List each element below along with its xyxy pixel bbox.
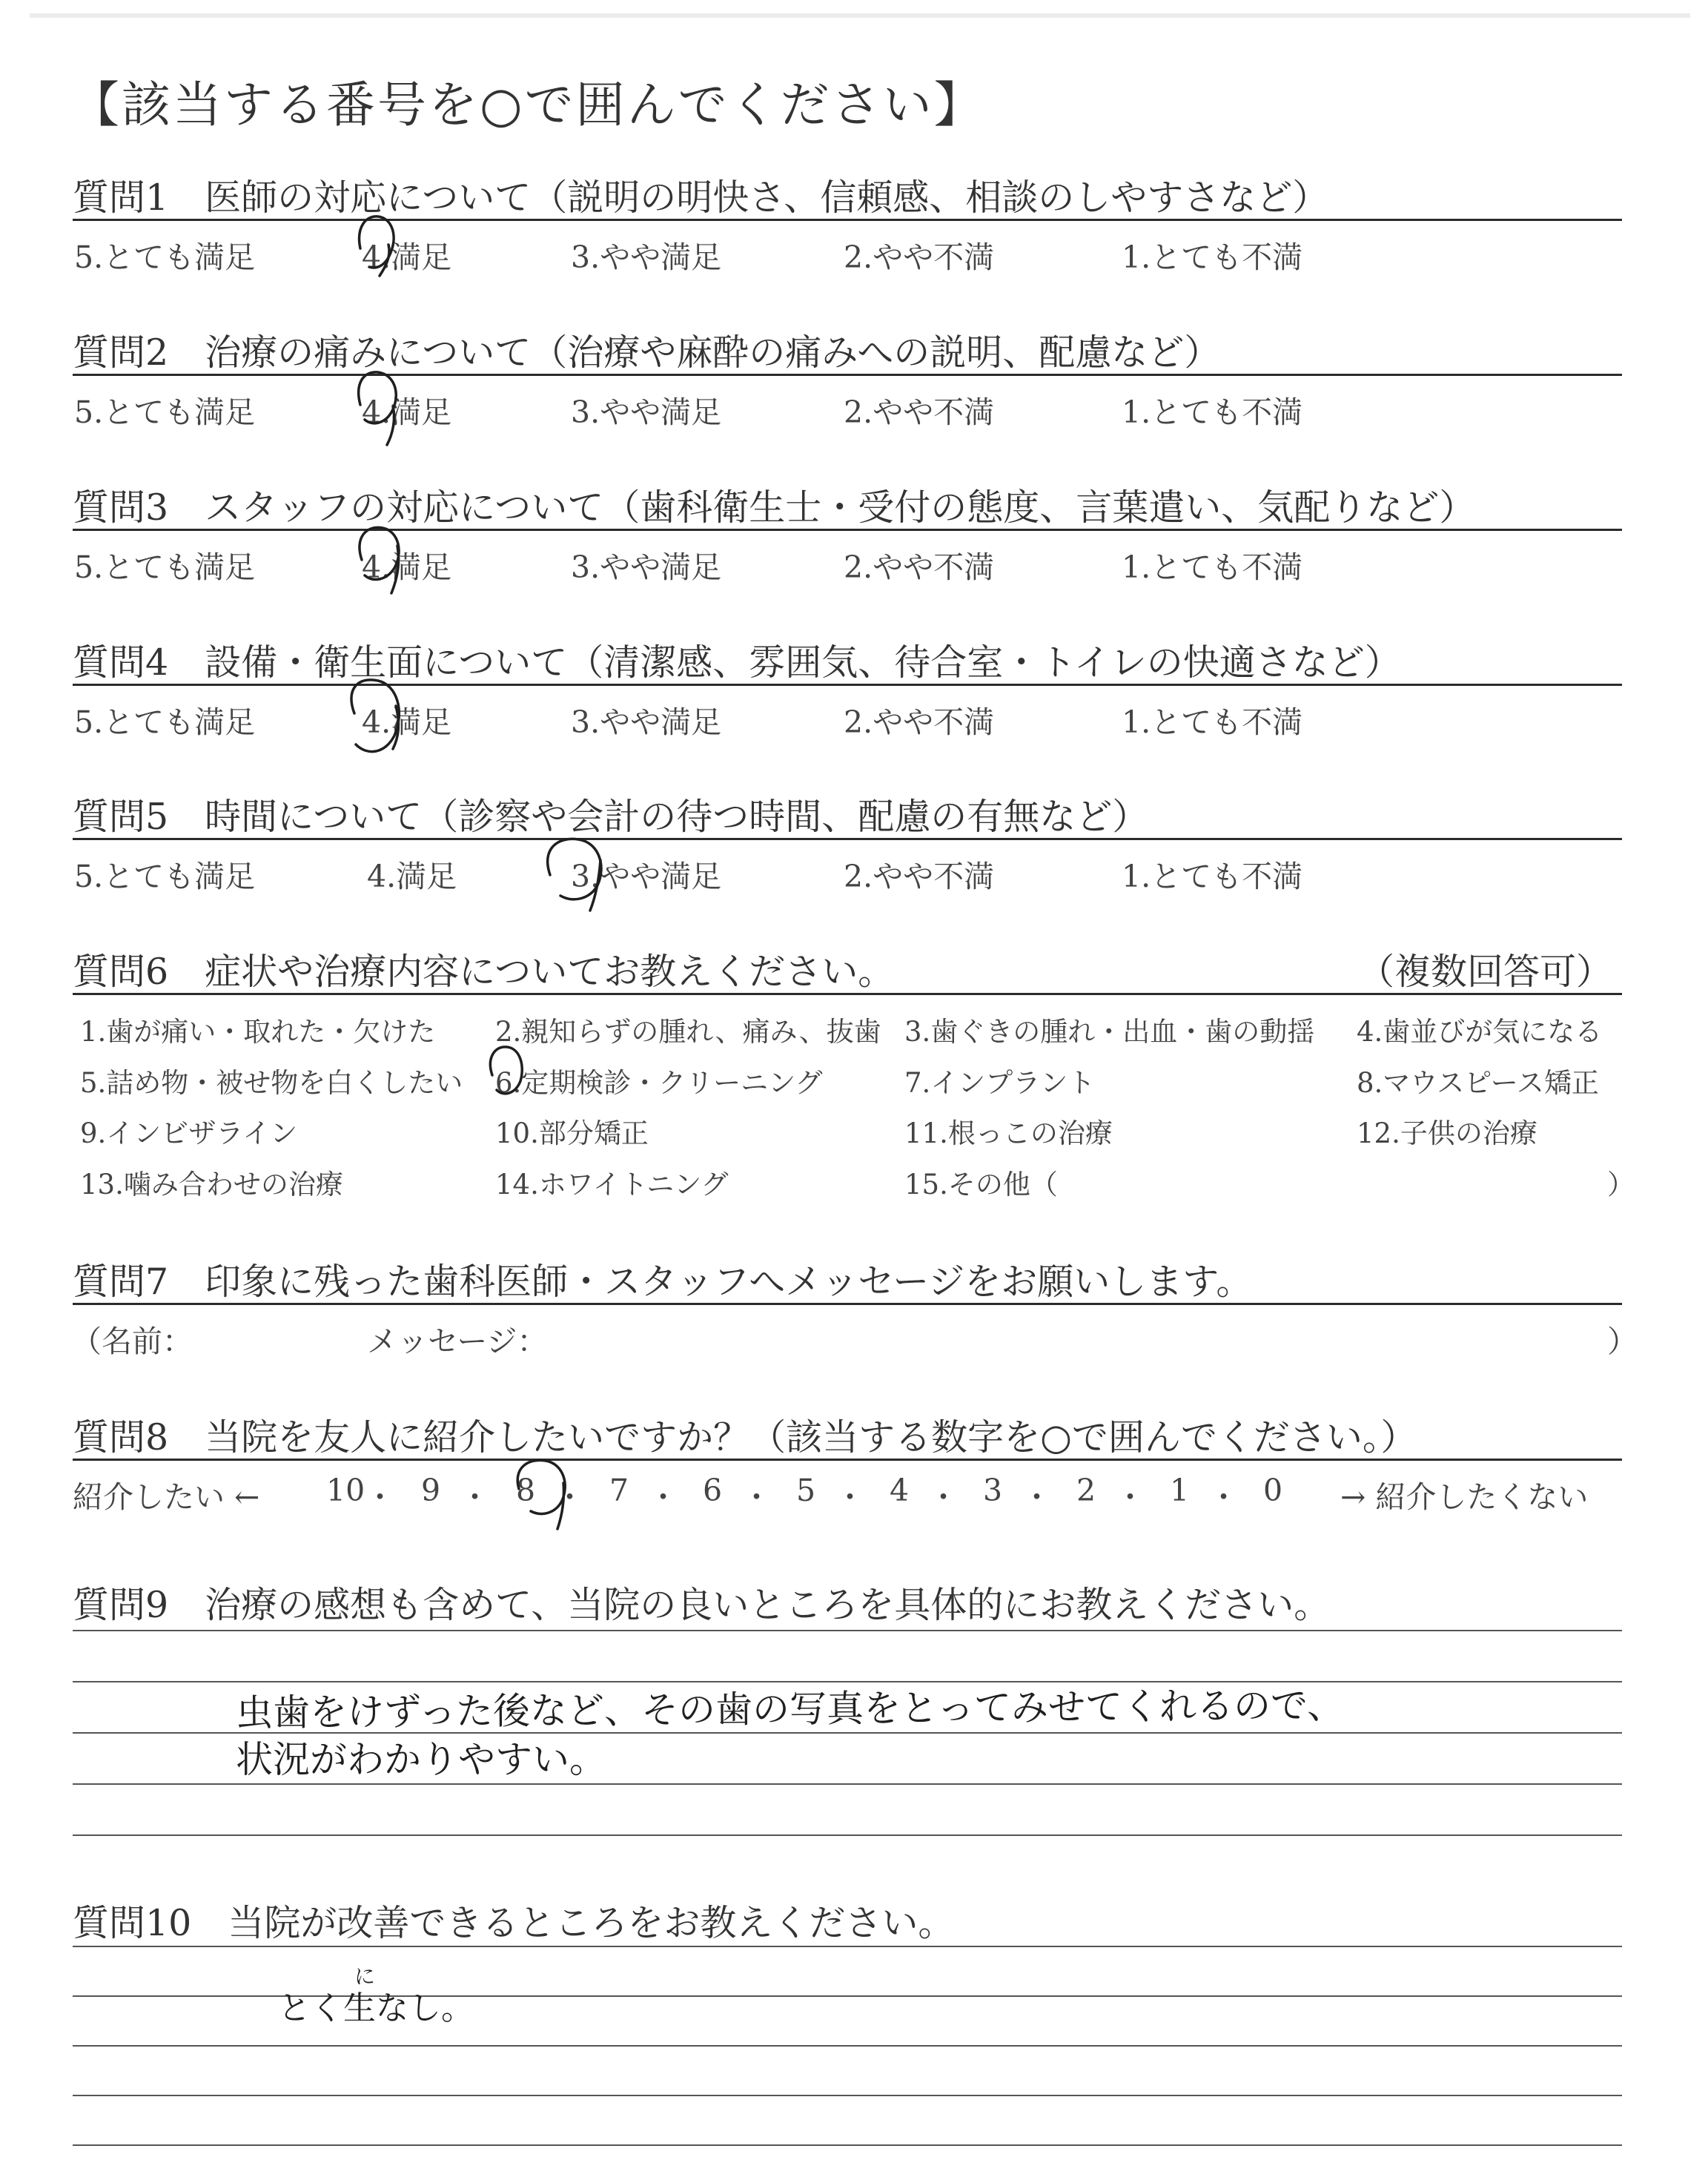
question-6-rule <box>73 993 1622 995</box>
q10-answer-line <box>73 1946 1622 1947</box>
question-5-title: 質問5 時間について（診察や会計の待つ時間、配慮の有無など） <box>73 796 1149 838</box>
q6-option-4[interactable]: 4.歯並びが気になる <box>1357 1016 1603 1048</box>
q1-option-2[interactable]: 2.やや不満 <box>844 240 995 275</box>
question-3-title: 質問3 スタッフの対応について（歯科衛生士・受付の態度、言葉遣い、気配りなど） <box>73 486 1476 529</box>
question-8-rule <box>73 1459 1622 1461</box>
q8-scale-value[interactable]: 2 <box>1076 1473 1096 1508</box>
q3-option-2[interactable]: 2.やや不満 <box>844 549 995 585</box>
q8-scale-separator: ・ <box>365 1479 395 1515</box>
question-4-rule <box>73 684 1622 686</box>
q6-option-12[interactable]: 12.子供の治療 <box>1357 1117 1537 1149</box>
q8-scale-separator: ・ <box>1022 1479 1052 1515</box>
q10-answer-line <box>73 2045 1622 2047</box>
q6-option-9[interactable]: 9.インビザライン <box>80 1117 298 1149</box>
q7-message-label[interactable]: メッセージ： <box>367 1324 548 1359</box>
q5-option-4[interactable]: 4.満足 <box>367 859 457 894</box>
q8-scale-separator: ・ <box>555 1479 585 1515</box>
q6-option-10[interactable]: 10.部分矯正 <box>495 1117 649 1149</box>
q6-option-3[interactable]: 3.歯ぐきの腫れ・出血・歯の動揺 <box>904 1016 1315 1048</box>
instruction-heading: 【該当する番号を○で囲んでください】 <box>70 76 985 133</box>
question-7-rule <box>73 1303 1622 1305</box>
q8-scale-separator: ・ <box>648 1479 678 1515</box>
q1-option-5[interactable]: 5.とても満足 <box>74 240 256 275</box>
q6-option-1[interactable]: 1.歯が痛い・取れた・欠けた <box>80 1016 436 1048</box>
q8-right-label: → 紹介したくない <box>1340 1479 1589 1515</box>
q9-answer-line <box>73 1834 1622 1836</box>
q4-option-5[interactable]: 5.とても満足 <box>74 704 256 740</box>
q4-option-4[interactable]: 4.満足 <box>362 704 452 740</box>
q8-scale-value[interactable]: 4 <box>890 1473 910 1508</box>
q6-option-2[interactable]: 2.親知らずの腫れ、痛み、抜歯 <box>495 1016 881 1048</box>
q8-scale-value[interactable]: 10 <box>326 1473 365 1508</box>
q10-handwritten-answer[interactable]: とく生なし。 <box>278 1989 474 2027</box>
q8-scale-value[interactable]: 0 <box>1263 1473 1283 1508</box>
q10-answer-line <box>73 2144 1622 2146</box>
q2-option-1[interactable]: 1.とても不満 <box>1122 394 1303 430</box>
q9-handwritten-answer-line2[interactable]: 状況がわかりやすい。 <box>236 1738 606 1781</box>
q2-option-2[interactable]: 2.やや不満 <box>844 394 995 430</box>
scan-edge-line <box>30 13 1690 18</box>
q8-scale-value[interactable]: 1 <box>1170 1473 1190 1508</box>
question-8-title: 質問8 当院を友人に紹介したいですか？（該当する数字を○で囲んでください。） <box>73 1416 1417 1459</box>
q1-option-3[interactable]: 3.やや満足 <box>571 240 722 275</box>
q8-scale-value[interactable]: 8 <box>516 1473 536 1508</box>
q8-scale-separator: ・ <box>741 1479 772 1515</box>
q8-scale-separator: ・ <box>835 1479 865 1515</box>
q4-option-3[interactable]: 3.やや満足 <box>571 704 722 740</box>
q6-option-15[interactable]: 15.その他（ <box>904 1169 1058 1200</box>
q7-name-label[interactable]: （名前： <box>71 1324 193 1359</box>
q6-option-7[interactable]: 7.インプラント <box>904 1067 1096 1099</box>
q9-answer-line <box>73 1630 1622 1631</box>
q10-handwritten-insert[interactable]: に <box>354 1964 376 1989</box>
q8-scale-value[interactable]: 7 <box>609 1473 629 1508</box>
question-5-rule <box>73 838 1622 840</box>
question-1-rule <box>73 219 1622 221</box>
q6-option-8[interactable]: 8.マウスピース矯正 <box>1357 1067 1599 1099</box>
q8-scale-value[interactable]: 6 <box>703 1473 723 1508</box>
question-6-title: 質問6 症状や治療内容についてお教えください。 <box>73 951 895 993</box>
q8-left-label: 紹介したい ← <box>73 1479 260 1515</box>
q9-answer-line <box>73 1783 1622 1785</box>
q10-answer-line <box>73 2095 1622 2096</box>
q6-option-13[interactable]: 13.噛み合わせの治療 <box>80 1169 343 1200</box>
q6-option-14[interactable]: 14.ホワイトニング <box>495 1169 729 1200</box>
q3-option-4[interactable]: 4.満足 <box>362 549 452 585</box>
question-2-title: 質問2 治療の痛みについて（治療や麻酔の痛みへの説明、配慮など） <box>73 331 1221 374</box>
q6-option-11[interactable]: 11.根っこの治療 <box>904 1117 1113 1149</box>
q8-scale-separator: ・ <box>928 1479 959 1515</box>
q4-option-1[interactable]: 1.とても不満 <box>1122 704 1303 740</box>
question-2-rule <box>73 374 1622 376</box>
q3-option-1[interactable]: 1.とても不満 <box>1122 549 1303 585</box>
q8-scale-value[interactable]: 3 <box>983 1473 1003 1508</box>
q5-option-1[interactable]: 1.とても不満 <box>1122 859 1303 894</box>
q6-option-6[interactable]: 6.定期検診・クリーニング <box>495 1067 823 1099</box>
question-1-title: 質問1 医師の対応について（説明の明快さ、信頼感、相談のしやすさなど） <box>73 176 1329 219</box>
question-3-rule <box>73 529 1622 531</box>
q6-option-5[interactable]: 5.詰め物・被せ物を白くしたい <box>80 1067 463 1099</box>
q8-scale-value[interactable]: 5 <box>796 1473 816 1508</box>
q8-scale-separator: ・ <box>1208 1479 1239 1515</box>
q2-option-3[interactable]: 3.やや満足 <box>571 394 722 430</box>
question-6-note: （複数回答可） <box>1358 951 1613 993</box>
q9-handwritten-answer-line1[interactable]: 虫歯をけずった後など、その歯の写真をとってみせてくれるので、 <box>235 1683 1345 1735</box>
q2-option-4[interactable]: 4.満足 <box>362 394 452 430</box>
q3-option-3[interactable]: 3.やや満足 <box>571 549 722 585</box>
q4-option-2[interactable]: 2.やや不満 <box>844 704 995 740</box>
q7-close-paren: ） <box>1607 1324 1638 1359</box>
q8-scale-separator: ・ <box>1115 1479 1145 1515</box>
q5-option-2[interactable]: 2.やや不満 <box>844 859 995 894</box>
q1-option-1[interactable]: 1.とても不満 <box>1122 240 1303 275</box>
question-10-title: 質問10 当院が改善できるところをお教えください。 <box>73 1902 955 1944</box>
q8-scale-value[interactable]: 9 <box>421 1473 441 1508</box>
q8-scale-separator: ・ <box>460 1479 490 1515</box>
q2-option-5[interactable]: 5.とても満足 <box>74 394 256 430</box>
q5-option-3[interactable]: 3.やや満足 <box>571 859 722 894</box>
q1-option-4[interactable]: 4.満足 <box>362 240 452 275</box>
question-4-title: 質問4 設備・衛生面について（清潔感、雰囲気、待合室・トイレの快適さなど） <box>73 641 1401 684</box>
q6-other-close: ） <box>1607 1169 1635 1200</box>
q3-option-5[interactable]: 5.とても満足 <box>74 549 256 585</box>
q5-option-5[interactable]: 5.とても満足 <box>74 859 256 894</box>
question-7-title: 質問7 印象に残った歯科医師・スタッフへメッセージをお願いします。 <box>73 1261 1253 1303</box>
question-9-title: 質問9 治療の感想も含めて、当院の良いところを具体的にお教えください。 <box>73 1584 1331 1626</box>
